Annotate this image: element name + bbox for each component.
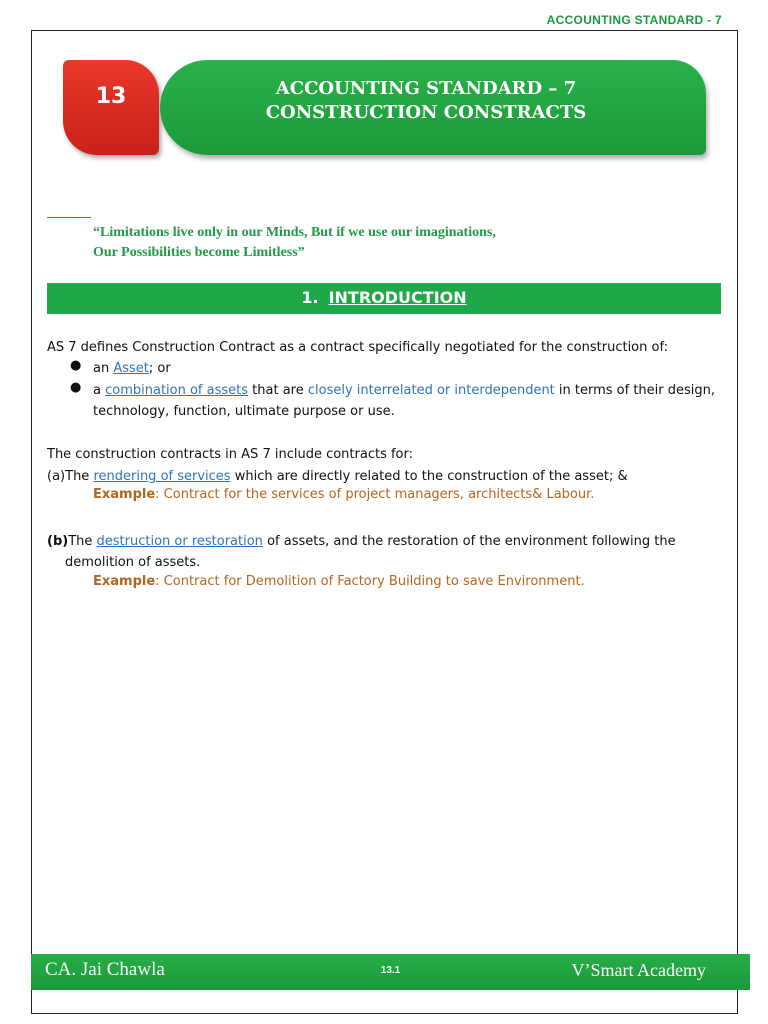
item-b-line2: demolition of assets. <box>65 555 201 570</box>
example-a-label: Example <box>93 487 156 502</box>
quote-rule <box>47 217 91 218</box>
section-title-text: INTRODUCTION <box>328 288 467 307</box>
asset-link[interactable]: Asset <box>113 361 149 376</box>
quote-line1: “Limitations live only in our Minds, But if we use our imaginations, <box>93 225 496 240</box>
motivational-quote <box>93 223 653 263</box>
bullet-combination: a combination of assets that are closely interrelated or interdependent in terms of their design, technology, function, ultimate purpose or use. <box>93 383 716 419</box>
chapter-badge <box>63 60 159 155</box>
item-a: (a)The rendering of services which are directly related to the construction of the asset; & <box>47 469 628 484</box>
footer-academy: V’Smart Academy <box>571 960 706 980</box>
example-a: Example: Contract for the services of project managers, architects& Labour. <box>93 487 595 502</box>
item-b: (b)The destruction or restoration of assets, and the restoration of the environment following the <box>47 534 676 549</box>
destruction-or-restoration-link[interactable]: destruction or restoration <box>96 534 263 549</box>
example-b: Example: Contract for Demolition of Factory Building to save Environment. <box>93 574 585 589</box>
footer-page-number: 13.1 <box>380 965 401 976</box>
example-b-label: Example <box>93 574 156 589</box>
bullet-asset: an Asset; or <box>93 361 171 376</box>
quote-line2: Our Possibilities become Limitless” <box>93 245 305 260</box>
section-title <box>47 288 721 307</box>
rendering-of-services-link[interactable]: rendering of services <box>93 469 231 484</box>
chapter-banner <box>160 60 706 155</box>
bullet-dot: ● <box>70 380 82 395</box>
chapter-title-line2: CONSTRUCTION CONSTRACTS <box>265 102 587 123</box>
page-frame <box>31 30 738 1014</box>
chapter-number: 13 <box>95 84 127 109</box>
item-b-label: (b) <box>47 534 69 549</box>
section-heading-bar <box>47 283 721 314</box>
footer-author: CA. Jai Chawla <box>45 959 165 980</box>
definition-paragraph: AS 7 defines Construction Contract as a contract specifically negotiated for the construction of: <box>47 340 668 355</box>
item-a-label: (a) <box>47 469 66 484</box>
section-number: 1. <box>301 288 319 307</box>
page-footer <box>31 954 750 990</box>
running-head: ACCOUNTING STANDARD - 7 <box>546 13 722 27</box>
include-paragraph: The construction contracts in AS 7 include contracts for: <box>47 447 414 462</box>
combination-of-assets-link[interactable]: combination of assets <box>105 383 249 398</box>
bullet-dot: ● <box>70 358 82 373</box>
interrelated-highlight: closely interrelated or interdependent <box>307 383 555 398</box>
chapter-title-line1: ACCOUNTING STANDARD – 7 <box>275 78 577 99</box>
